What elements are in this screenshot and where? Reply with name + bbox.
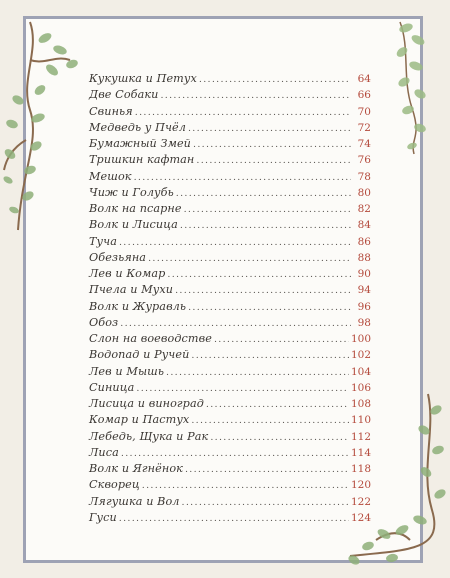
toc-entry-leader-dots xyxy=(167,267,351,283)
toc-entry[interactable] xyxy=(89,201,371,217)
toc-entry[interactable] xyxy=(89,282,371,298)
toc-entry-leader-dots xyxy=(188,300,351,316)
toc-entry-title: Обезьяна xyxy=(89,250,147,264)
toc-entry-page-number: 80 xyxy=(357,186,371,199)
toc-entry-leader-dots xyxy=(148,251,351,267)
toc-entry[interactable] xyxy=(89,461,371,477)
toc-entry-page-number: 110 xyxy=(350,414,371,427)
toc-entry[interactable] xyxy=(89,477,371,493)
toc-entry-leader-dots xyxy=(176,186,351,202)
toc-entry-title: Слон на воеводстве xyxy=(89,332,212,345)
toc-entry-title: Мешок xyxy=(89,169,132,183)
toc-entry-page-number: 66 xyxy=(357,89,371,102)
toc-entry[interactable] xyxy=(89,364,371,380)
toc-entry-leader-dots xyxy=(184,202,351,218)
toc-entry-leader-dots xyxy=(196,153,351,169)
toc-entry[interactable] xyxy=(89,494,371,510)
toc-entry[interactable] xyxy=(89,217,371,233)
toc-entry-page-number: 106 xyxy=(350,381,371,394)
toc-entry-title: Лисица и виноград xyxy=(89,397,204,410)
toc-entry-page-number: 118 xyxy=(350,463,371,475)
toc-entry[interactable] xyxy=(89,429,371,445)
toc-entry-title: Водопад и Ручей xyxy=(89,348,190,362)
toc-entry[interactable] xyxy=(89,299,371,315)
toc-entry[interactable] xyxy=(89,396,371,412)
toc-entry-page-number: 76 xyxy=(357,154,371,167)
toc-entry-title: Чиж и Голубь xyxy=(89,185,174,199)
toc-entry-leader-dots xyxy=(214,332,349,348)
toc-entry[interactable] xyxy=(89,266,371,282)
toc-entry-page-number: 114 xyxy=(350,446,371,459)
toc-entry-page-number: 86 xyxy=(357,235,371,248)
toc-entry[interactable] xyxy=(89,120,371,136)
vine-top-right-decoration xyxy=(390,18,450,158)
toc-entry-leader-dots xyxy=(210,430,349,446)
toc-entry-page-number: 84 xyxy=(357,219,371,232)
toc-entry-title: Лев и Мышь xyxy=(89,364,165,378)
toc-entry[interactable] xyxy=(89,104,371,120)
toc-entry-title: Лягушка и Вол xyxy=(89,494,180,508)
toc-entry-page-number: 122 xyxy=(350,495,371,508)
toc-entry-page-number: 74 xyxy=(357,138,371,150)
toc-entry-title: Лебедь, Щука и Рак xyxy=(89,429,209,443)
toc-entry-leader-dots xyxy=(188,121,351,137)
toc-entry-leader-dots xyxy=(160,88,351,104)
toc-entry[interactable] xyxy=(89,136,371,152)
toc-entry[interactable] xyxy=(89,331,371,347)
toc-entry-page-number: 102 xyxy=(350,349,371,362)
toc-entry-title: Лев и Комар xyxy=(89,267,166,280)
toc-entry-title: Бумажный Змей xyxy=(89,137,191,150)
toc-entry-page-number: 104 xyxy=(350,365,371,378)
toc-entry-page-number: 100 xyxy=(350,333,371,345)
toc-entry[interactable] xyxy=(89,347,371,363)
toc-entry-leader-dots xyxy=(206,397,349,413)
toc-entry[interactable] xyxy=(89,71,371,87)
toc-entry-leader-dots xyxy=(193,137,351,153)
toc-entry-leader-dots xyxy=(142,478,349,494)
toc-entry[interactable] xyxy=(89,152,371,168)
toc-entry[interactable] xyxy=(89,185,371,201)
toc-entry-title: Обоз xyxy=(89,315,119,329)
toc-entry-page-number: 94 xyxy=(357,284,371,297)
toc-entry-leader-dots xyxy=(121,446,349,462)
toc-entry[interactable] xyxy=(89,412,371,428)
toc-entry-title: Кукушка и Петух xyxy=(89,72,197,85)
toc-entry-title: Гуси xyxy=(89,510,117,524)
toc-entry-leader-dots xyxy=(119,235,351,251)
toc-entry[interactable] xyxy=(89,380,371,396)
toc-entry-title: Комар и Пастух xyxy=(89,413,190,427)
toc-entry-leader-dots xyxy=(136,381,349,397)
toc-entry-page-number: 78 xyxy=(357,170,371,183)
toc-entry-title: Две Собаки xyxy=(89,88,159,102)
toc-entry-page-number: 124 xyxy=(350,511,371,524)
toc-entry-page-number: 120 xyxy=(350,479,371,492)
toc-entry-page-number: 64 xyxy=(357,73,371,85)
toc-entry-page-number: 72 xyxy=(357,121,371,134)
toc-entry[interactable] xyxy=(89,87,371,103)
toc-entry-leader-dots xyxy=(182,495,349,511)
toc-entry-leader-dots xyxy=(135,105,351,121)
toc-entry-page-number: 70 xyxy=(357,105,371,118)
toc-entry-leader-dots xyxy=(185,462,349,478)
toc-entry-leader-dots xyxy=(134,170,351,186)
toc-entry-title: Волк и Журавль xyxy=(89,299,187,313)
toc-entry[interactable] xyxy=(89,250,371,266)
toc-entry-title: Волк и Ягнёнок xyxy=(89,462,183,475)
toc-entry-page-number: 90 xyxy=(357,268,371,280)
toc-entry[interactable] xyxy=(89,315,371,331)
table-of-contents xyxy=(89,71,371,526)
toc-entry[interactable] xyxy=(89,445,371,461)
toc-entry-leader-dots xyxy=(199,72,351,88)
toc-entry-page-number: 112 xyxy=(350,430,371,443)
toc-entry[interactable] xyxy=(89,510,371,526)
toc-entry-leader-dots xyxy=(119,511,349,527)
toc-entry-page-number: 88 xyxy=(357,251,371,264)
toc-entry-page-number: 82 xyxy=(357,203,371,215)
toc-entry-leader-dots xyxy=(191,413,349,429)
toc-entry[interactable] xyxy=(89,234,371,250)
toc-entry-leader-dots xyxy=(166,365,349,381)
toc-entry-title: Туча xyxy=(89,234,117,248)
toc-entry-title: Лиса xyxy=(89,445,119,459)
toc-entry-title: Пчела и Мухи xyxy=(89,283,174,297)
toc-entry-title: Тришкин кафтан xyxy=(89,153,195,167)
toc-entry-page-number: 96 xyxy=(357,300,371,313)
toc-entry-title: Синица xyxy=(89,380,135,394)
toc-entry-page-number: 98 xyxy=(357,316,371,329)
toc-entry-leader-dots xyxy=(120,316,351,332)
toc-entry-leader-dots xyxy=(175,283,351,299)
toc-entry-leader-dots xyxy=(180,218,351,234)
toc-entry-title: Скворец xyxy=(89,478,140,492)
toc-entry-leader-dots xyxy=(191,348,349,364)
vine-top-left-decoration xyxy=(0,20,90,240)
toc-entry-title: Медведь у Пчёл xyxy=(89,120,186,134)
toc-entry-title: Свинья xyxy=(89,104,133,118)
toc-entry[interactable] xyxy=(89,169,371,185)
toc-entry-page-number: 108 xyxy=(350,398,371,410)
toc-entry-title: Волк на псарне xyxy=(89,202,182,215)
toc-entry-title: Волк и Лисица xyxy=(89,218,178,232)
